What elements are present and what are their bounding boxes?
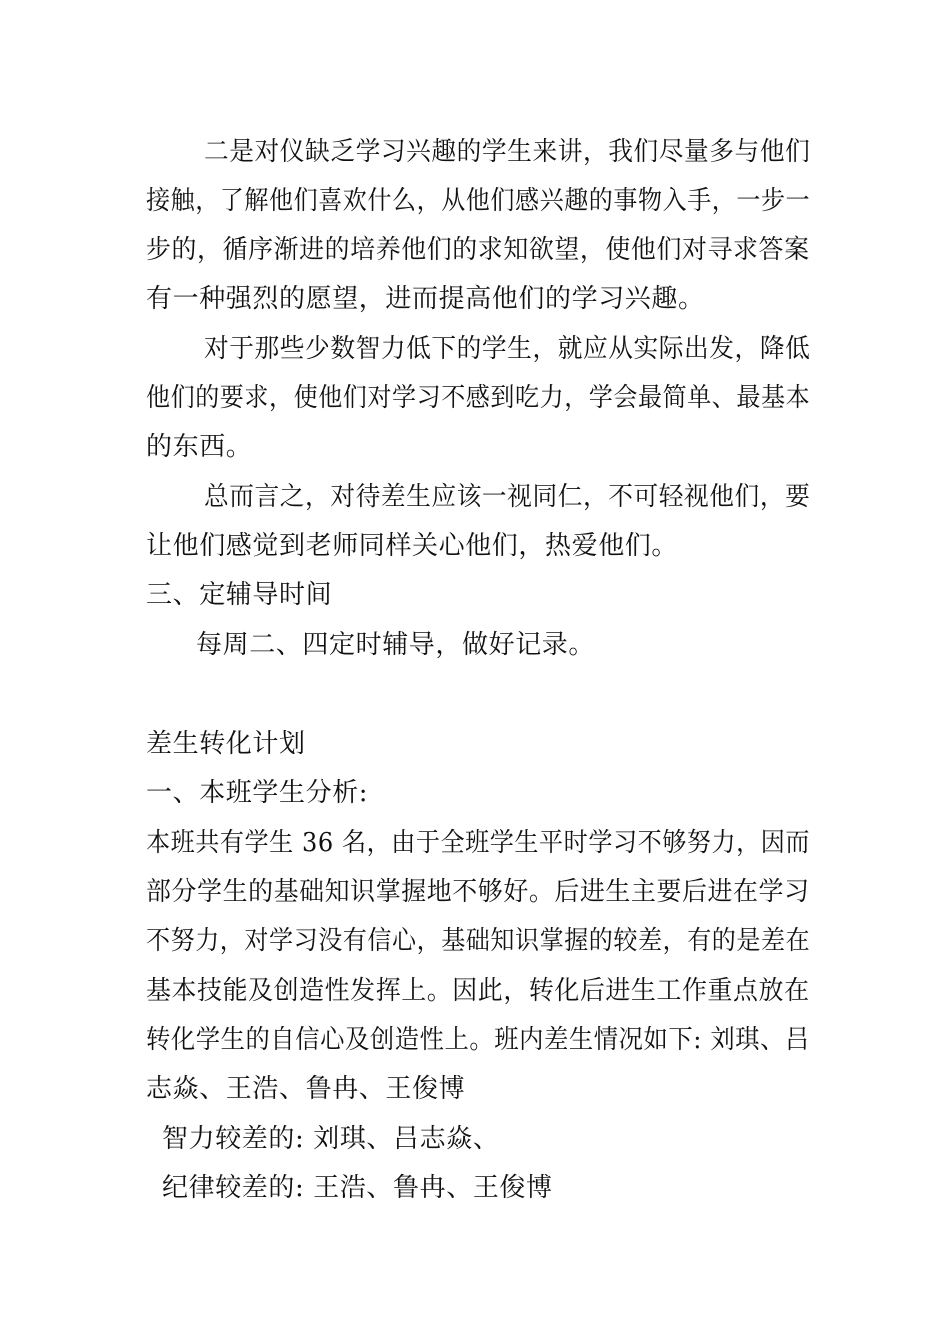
paragraph-summary-line-2: 让他们感觉到老师同样关心他们，热爱他们。 — [146, 531, 679, 561]
paragraph-analysis-line-3: 不努力，对学习没有信心，基础知识掌握的较差，有的是差在 — [146, 926, 811, 956]
paragraph-interest-line-2: 接触，了解他们喜欢什么，从他们感兴趣的事物入手，一步一 — [146, 186, 811, 216]
tutoring-schedule-line: 每周二、四定时辅导，做好记录。 — [196, 630, 596, 660]
paragraph-analysis-line-5: 转化学生的自信心及创造性上。班内差生情况如下: 刘琪、吕 — [146, 1025, 810, 1055]
paragraph-low-ability-line-2: 他们的要求，使他们对学习不感到吃力，学会最简单、最基本 — [146, 383, 811, 413]
section-heading-class-analysis: 一、本班学生分析: — [146, 778, 369, 808]
paragraph-analysis-line-1: 本班共有学生 36 名，由于全班学生平时学习不够努力，因而 — [146, 828, 811, 858]
weak-intelligence-list: 智力较差的: 刘琪、吕志焱、 — [162, 1124, 500, 1154]
paragraph-analysis-line-6: 志焱、王浩、鲁冉、王俊博 — [146, 1074, 466, 1104]
paragraph-interest-line-3: 步的，循序渐进的培养他们的求知欲望，使他们对寻求答案 — [146, 235, 810, 265]
paragraph-interest-line-4: 有一种强烈的愿望，进而提高他们的学习兴趣。 — [146, 284, 705, 314]
plan-title: 差生转化计划 — [146, 729, 306, 759]
paragraph-low-ability-line-3: 的东西。 — [146, 432, 253, 462]
paragraph-analysis-line-2: 部分学生的基础知识掌握地不够好。后进生主要后进在学习 — [146, 877, 810, 907]
paragraph-analysis-line-4: 基本技能及创造性发挥上。因此，转化后进生工作重点放在 — [146, 976, 810, 1006]
weak-discipline-list: 纪律较差的: 王浩、鲁冉、王俊博 — [162, 1173, 553, 1203]
paragraph-interest-line-1: 二是对仪缺乏学习兴趣的学生来讲，我们尽量多与他们 — [204, 137, 811, 167]
paragraph-summary-line-1: 总而言之，对待差生应该一视同仁，不可轻视他们，要 — [204, 482, 811, 512]
paragraph-low-ability-line-1: 对于那些少数智力低下的学生，就应从实际出发，降低 — [204, 334, 811, 364]
section-heading-tutoring-time: 三、定辅导时间 — [146, 580, 333, 610]
